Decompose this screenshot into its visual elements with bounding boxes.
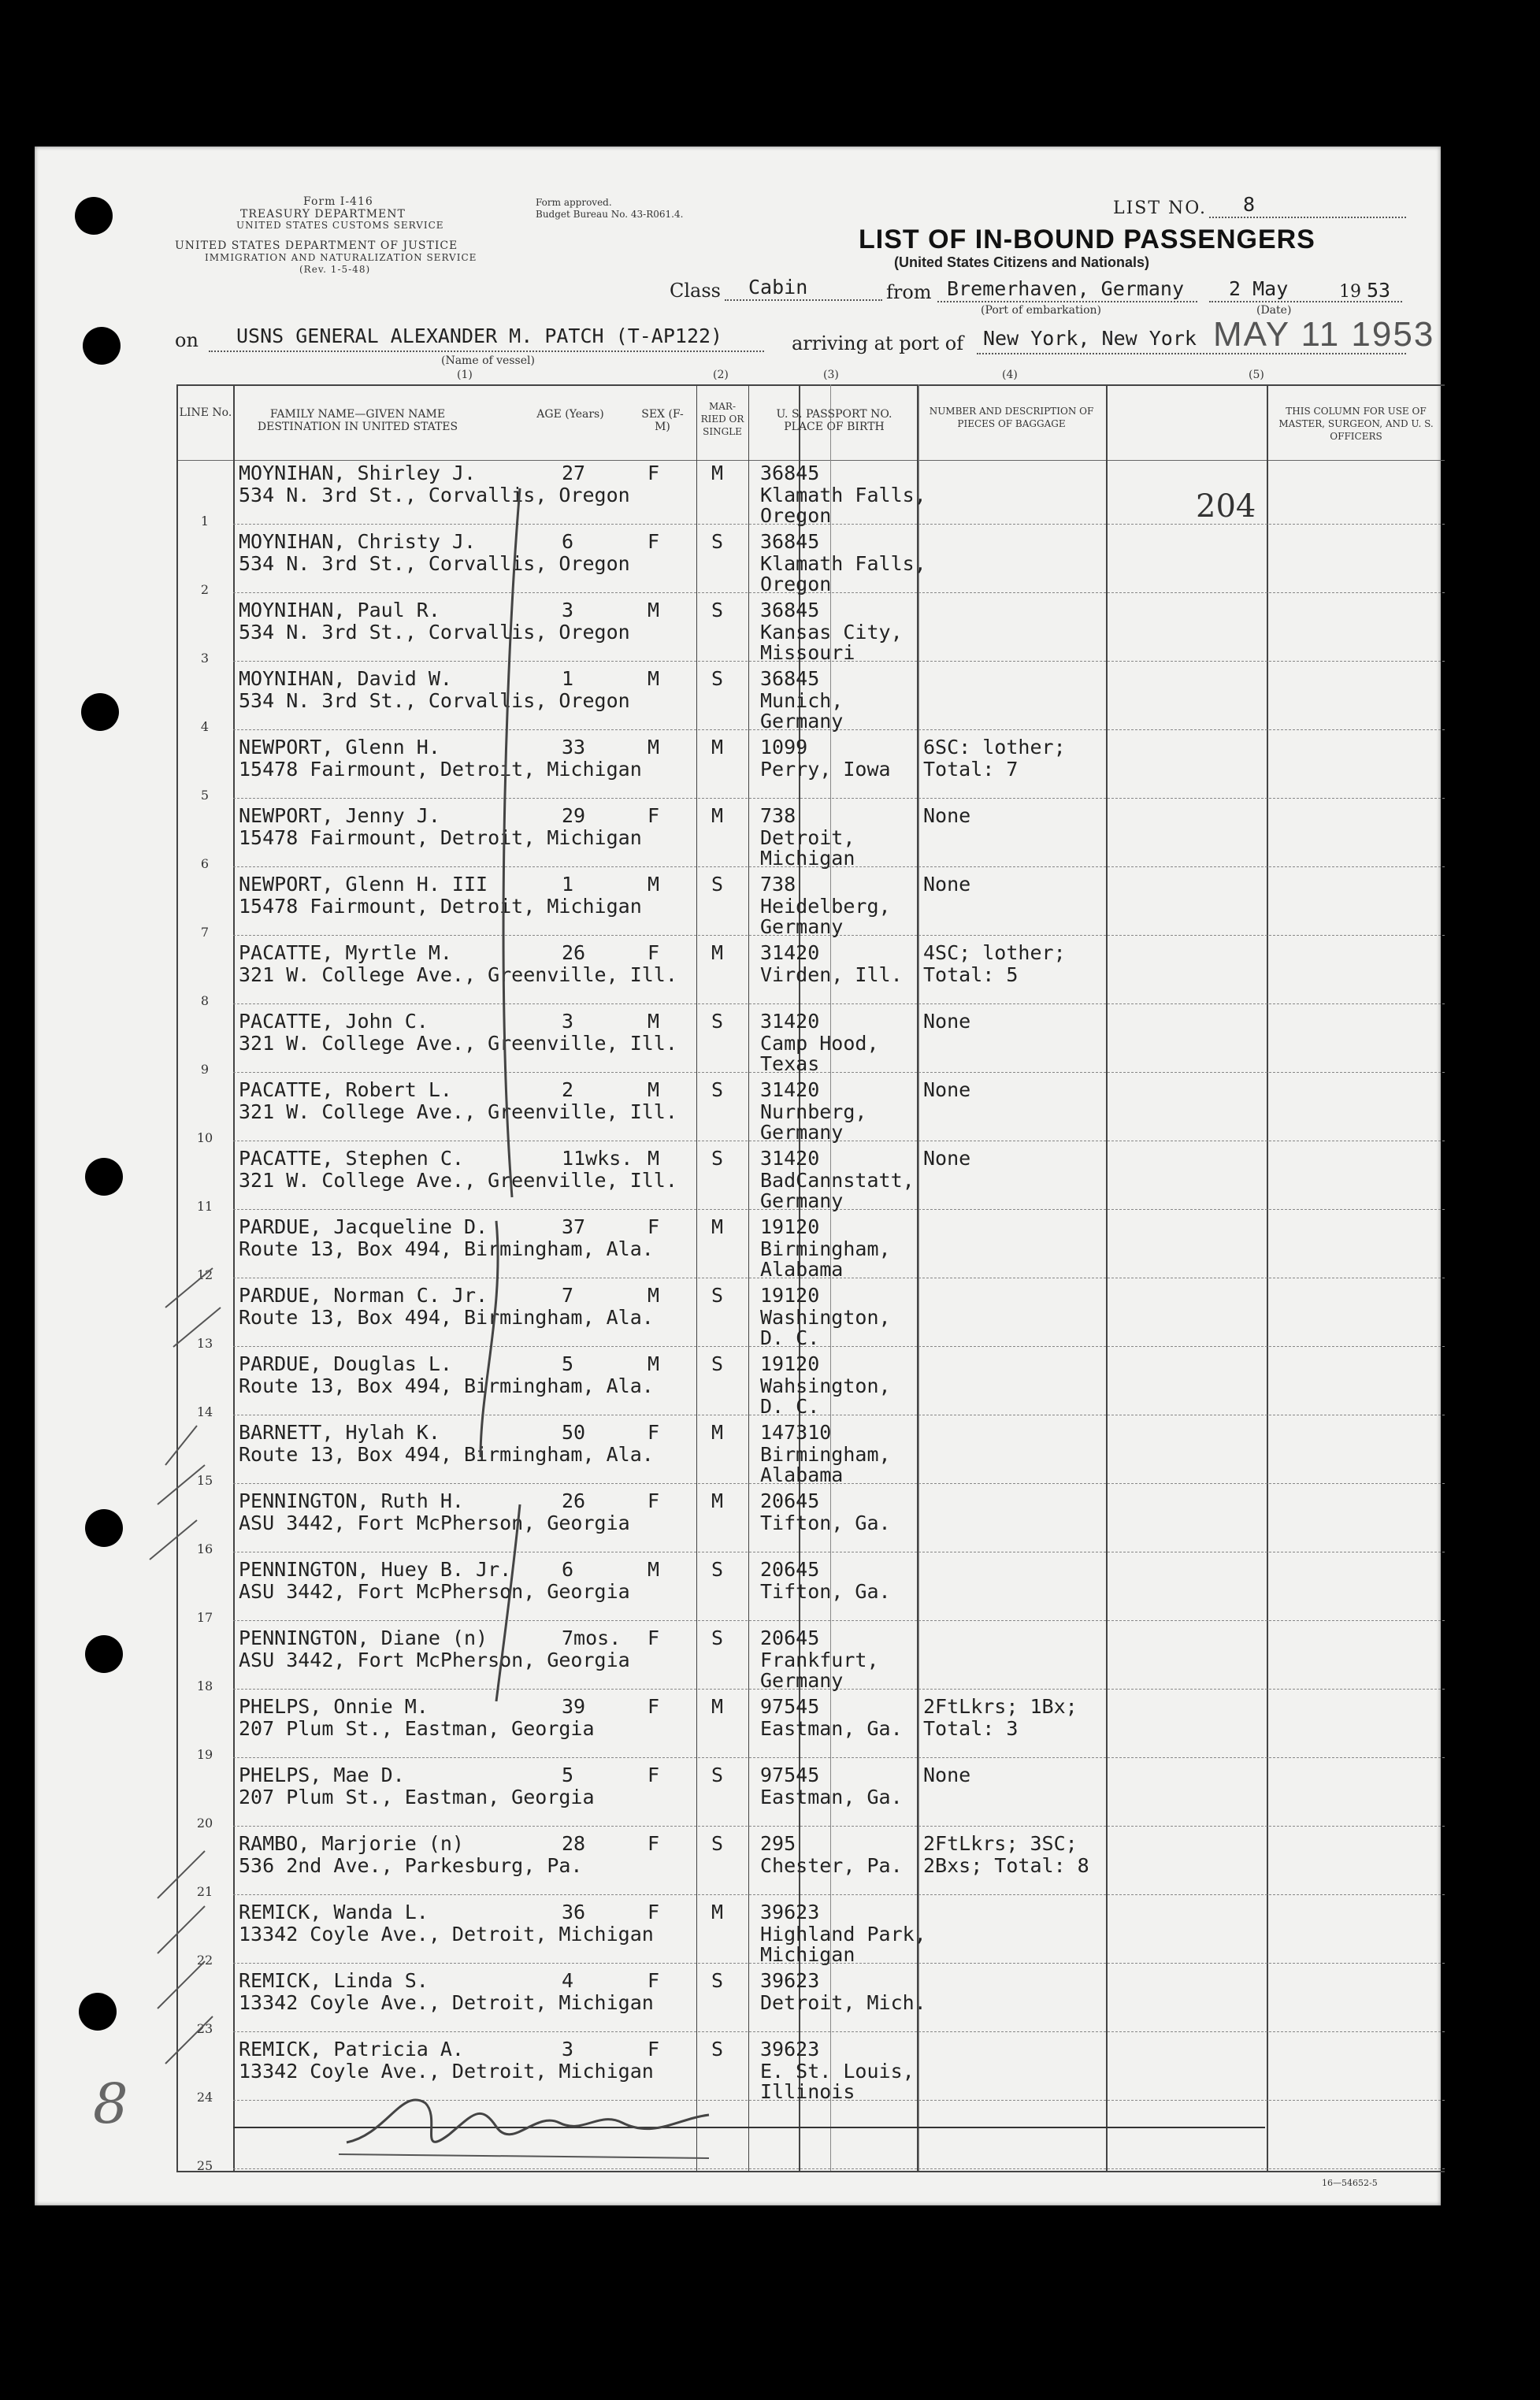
passenger-address: 534 N. 3rd St., Corvallis, Oregon: [239, 689, 630, 712]
date-value: 2 May: [1229, 277, 1289, 300]
passenger-marital-status: S: [711, 530, 724, 553]
passport-number: 31420: [760, 941, 820, 964]
passenger-name: MOYNIHAN, Shirley J.: [239, 462, 477, 484]
passenger-age: 27: [562, 462, 586, 484]
punch-hole: [79, 1993, 117, 2031]
place-of-birth: E. St. Louis,: [760, 2060, 915, 2083]
place-of-birth-line2: Germany: [760, 1669, 844, 1692]
baggage-description: 6SC: lother;: [923, 736, 1066, 759]
line-number: 20: [196, 1816, 213, 1831]
passenger-name: PENNINGTON, Ruth H.: [239, 1489, 464, 1512]
passenger-address: ASU 3442, Fort McPherson, Georgia: [239, 1580, 630, 1603]
header-baggage: NUMBER AND DESCRIPTION OF PIECES OF BAGGAGE: [929, 406, 1094, 429]
vessel-caption: (Name of vessel): [441, 354, 535, 367]
place-of-birth: Camp Hood,: [760, 1032, 879, 1055]
passenger-name: PACATTE, Stephen C.: [239, 1147, 464, 1170]
passenger-address: 321 W. College Ave., Greenville, Ill.: [239, 1032, 677, 1055]
passenger-name: REMICK, Wanda L.: [239, 1901, 429, 1923]
place-of-birth: Nurnberg,: [760, 1100, 867, 1123]
class-value: Cabin: [748, 276, 808, 299]
passport-number: 97545: [760, 1695, 820, 1718]
passport-number: 39623: [760, 1969, 820, 1992]
passenger-age: 4: [562, 1969, 574, 1992]
passenger-sex: F: [648, 1421, 660, 1444]
col-num-4: (4): [1002, 369, 1018, 381]
passenger-name: PARDUE, Douglas L.: [239, 1352, 452, 1375]
passenger-sex: M: [648, 599, 660, 621]
passenger-address: 321 W. College Ave., Greenville, Ill.: [239, 1100, 677, 1123]
place-of-birth: Eastman, Ga.: [760, 1717, 903, 1740]
line-number: 3: [200, 651, 210, 666]
place-of-birth-line2: D. C.: [760, 1326, 820, 1349]
list-no-value: 8: [1243, 193, 1256, 216]
footer-code: 16—54652-5: [1322, 2178, 1378, 2188]
line-number: 4: [200, 719, 210, 734]
passport-number: 39623: [760, 1901, 820, 1923]
place-of-birth: Munich,: [760, 689, 844, 712]
officer-annotation: 204: [1196, 488, 1256, 525]
passenger-address: 13342 Coyle Ave., Detroit, Michigan: [239, 2060, 654, 2083]
passenger-name: RAMBO, Marjorie (n): [239, 1832, 464, 1855]
passenger-marital-status: S: [711, 873, 724, 896]
passenger-name: MOYNIHAN, Paul R.: [239, 599, 440, 621]
passenger-address: 13342 Coyle Ave., Detroit, Michigan: [239, 1923, 654, 1946]
port-caption: (Port of embarkation): [981, 304, 1101, 317]
header-officers: THIS COLUMN FOR USE OF MASTER, SURGEON, AND U. S. OFFICERS: [1278, 406, 1434, 442]
passenger-age: 26: [562, 1489, 586, 1512]
passenger-address: Route 13, Box 494, Birmingham, Ala.: [239, 1443, 654, 1466]
passenger-age: 11wks.: [562, 1147, 633, 1170]
passenger-address: ASU 3442, Fort McPherson, Georgia: [239, 1649, 630, 1671]
passenger-name: PACATTE, Robert L.: [239, 1078, 452, 1101]
passenger-age: 3: [562, 1010, 574, 1033]
punch-hole: [85, 1509, 123, 1547]
line-number: 17: [196, 1610, 213, 1625]
check-marks: [134, 441, 733, 2174]
place-of-birth: Wahsington,: [760, 1374, 891, 1397]
line-number: 8: [200, 993, 210, 1008]
passenger-sex: M: [648, 873, 660, 896]
passenger-name: MOYNIHAN, David W.: [239, 667, 452, 690]
passenger-marital-status: S: [711, 1352, 724, 1375]
passport-number: 20645: [760, 1558, 820, 1581]
passenger-age: 33: [562, 736, 586, 759]
passenger-sex: M: [648, 1078, 660, 1101]
passenger-marital-status: M: [711, 804, 724, 827]
place-of-birth: Kansas City,: [760, 621, 903, 644]
passport-number: 36845: [760, 530, 820, 553]
passenger-sex: M: [648, 736, 660, 759]
passenger-marital-status: S: [711, 1010, 724, 1033]
baggage-description: None: [923, 804, 971, 827]
passport-number: 19120: [760, 1352, 820, 1375]
place-of-birth: Frankfurt,: [760, 1649, 879, 1671]
place-of-birth-line2: Michigan: [760, 847, 855, 870]
baggage-total: Total: 7: [923, 758, 1019, 781]
passenger-marital-status: S: [711, 1147, 724, 1170]
place-of-birth-line2: Oregon: [760, 504, 832, 527]
passenger-name: REMICK, Patricia A.: [239, 2038, 464, 2061]
passenger-marital-status: S: [711, 1284, 724, 1307]
passenger-marital-status: S: [711, 1558, 724, 1581]
place-of-birth: Detroit,: [760, 826, 855, 849]
passenger-marital-status: M: [711, 1489, 724, 1512]
place-of-birth-line2: Michigan: [760, 1943, 855, 1966]
line-number: 21: [196, 1884, 213, 1899]
place-of-birth-line2: Illinois: [760, 2080, 855, 2103]
passenger-age: 1: [562, 667, 574, 690]
passenger-sex: M: [648, 1558, 660, 1581]
form-approved: Form approved.: [536, 197, 612, 208]
place-of-birth: Detroit, Mich.: [760, 1991, 926, 2014]
passenger-address: Route 13, Box 494, Birmingham, Ala.: [239, 1374, 654, 1397]
passenger-sex: F: [648, 1215, 660, 1238]
passport-number: 31420: [760, 1147, 820, 1170]
passenger-name: MOYNIHAN, Christy J.: [239, 530, 477, 553]
baggage-description: None: [923, 873, 971, 896]
passenger-sex: F: [648, 462, 660, 484]
header-age: AGE (Years): [536, 408, 604, 421]
passenger-name: REMICK, Linda S.: [239, 1969, 429, 1992]
place-of-birth-line2: Alabama: [760, 1463, 844, 1486]
date-caption: (Date): [1256, 304, 1292, 317]
baggage-description: None: [923, 1764, 971, 1786]
passenger-marital-status: M: [711, 462, 724, 484]
passenger-sex: M: [648, 667, 660, 690]
place-of-birth: Eastman, Ga.: [760, 1786, 903, 1808]
punch-hole: [83, 327, 121, 365]
passenger-address: Route 13, Box 494, Birmingham, Ala.: [239, 1237, 654, 1260]
place-of-birth-line2: Missouri: [760, 641, 855, 664]
passenger-marital-status: S: [711, 1969, 724, 1992]
place-of-birth-line2: D. C.: [760, 1395, 820, 1418]
line-number: 15: [196, 1473, 213, 1488]
passport-number: 36845: [760, 462, 820, 484]
line-number: 7: [200, 925, 210, 940]
justice-dept: UNITED STATES DEPARTMENT OF JUSTICE: [175, 239, 458, 252]
page-title: LIST OF IN-BOUND PASSENGERS: [859, 224, 1315, 254]
passport-number: 39623: [760, 2038, 820, 2061]
passenger-sex: F: [648, 530, 660, 553]
passenger-marital-status: S: [711, 667, 724, 690]
passenger-address: 15478 Fairmount, Detroit, Michigan: [239, 826, 642, 849]
passport-number: 31420: [760, 1078, 820, 1101]
passenger-sex: M: [648, 1147, 660, 1170]
place-of-birth: Birmingham,: [760, 1237, 891, 1260]
passenger-address: 207 Plum St., Eastman, Georgia: [239, 1717, 595, 1740]
passenger-marital-status: M: [711, 941, 724, 964]
punch-hole: [85, 1635, 123, 1673]
place-of-birth: Tifton, Ga.: [760, 1580, 891, 1603]
passenger-name: PACATTE, Myrtle M.: [239, 941, 452, 964]
customs-service: UNITED STATES CUSTOMS SERVICE: [236, 220, 444, 231]
passenger-address: 15478 Fairmount, Detroit, Michigan: [239, 895, 642, 918]
place-of-birth: Klamath Falls,: [760, 552, 926, 575]
arrival-date-stamp: MAY 11 1953: [1213, 315, 1435, 354]
punch-hole: [81, 693, 119, 731]
passport-number: 20645: [760, 1627, 820, 1649]
place-of-birth: Tifton, Ga.: [760, 1512, 891, 1534]
from-label: from: [886, 281, 932, 303]
passenger-age: 7: [562, 1284, 574, 1307]
passenger-name: PARDUE, Jacqueline D.: [239, 1215, 488, 1238]
budget-bureau: Budget Bureau No. 43-R061.4.: [536, 209, 684, 220]
passenger-age: 6: [562, 530, 574, 553]
line-number: 19: [196, 1747, 213, 1762]
header-married: MAR-RIED OR SINGLE: [700, 401, 744, 437]
place-of-birth-line2: Texas: [760, 1052, 820, 1075]
passport-number: 147310: [760, 1421, 832, 1444]
baggage-description: None: [923, 1078, 971, 1101]
baggage-description: 2FtLkrs; 3SC;: [923, 1832, 1078, 1855]
baggage-total: Total: 5: [923, 963, 1019, 986]
passenger-address: 321 W. College Ave., Greenville, Ill.: [239, 963, 677, 986]
passenger-sex: M: [648, 1284, 660, 1307]
form-number: Form I-416: [303, 195, 373, 208]
baggage-description: 2FtLkrs; 1Bx;: [923, 1695, 1078, 1718]
header-sex: SEX (F-M): [641, 408, 684, 433]
passenger-age: 6: [562, 1558, 574, 1581]
passport-number: 295: [760, 1832, 796, 1855]
col-num-5: (5): [1249, 369, 1264, 381]
passenger-sex: F: [648, 1832, 660, 1855]
passenger-address: 13342 Coyle Ave., Detroit, Michigan: [239, 1991, 654, 2014]
place-of-birth-line2: Germany: [760, 915, 844, 938]
passport-number: 36845: [760, 667, 820, 690]
passenger-sex: F: [648, 1901, 660, 1923]
place-of-birth: Klamath Falls,: [760, 484, 926, 506]
baggage-description: 4SC; lother;: [923, 941, 1066, 964]
passenger-address: 207 Plum St., Eastman, Georgia: [239, 1786, 595, 1808]
passport-number: 20645: [760, 1489, 820, 1512]
passenger-address: 15478 Fairmount, Detroit, Michigan: [239, 758, 642, 781]
passenger-marital-status: M: [711, 1215, 724, 1238]
punch-hole: [75, 197, 113, 235]
passenger-age: 5: [562, 1352, 574, 1375]
passport-number: 97545: [760, 1764, 820, 1786]
passenger-sex: F: [648, 2038, 660, 2061]
line-number: 10: [196, 1130, 213, 1145]
passenger-marital-status: S: [711, 1627, 724, 1649]
passenger-age: 1: [562, 873, 574, 896]
list-no-label: LIST NO.: [1113, 198, 1208, 218]
place-of-birth-line2: Germany: [760, 1189, 844, 1212]
passenger-age: 50: [562, 1421, 586, 1444]
place-of-birth-line2: Oregon: [760, 573, 832, 595]
passport-number: 738: [760, 804, 796, 827]
line-number: 13: [196, 1336, 213, 1351]
passenger-address: 534 N. 3rd St., Corvallis, Oregon: [239, 552, 630, 575]
passenger-age: 2: [562, 1078, 574, 1101]
passenger-age: 39: [562, 1695, 586, 1718]
passenger-name: BARNETT, Hylah K.: [239, 1421, 440, 1444]
passenger-age: 7mos.: [562, 1627, 622, 1649]
line-number: 11: [196, 1199, 213, 1214]
line-number: 1: [200, 514, 210, 529]
passenger-sex: F: [648, 1764, 660, 1786]
margin-mark: 8: [93, 2072, 128, 2136]
year-prefix: 19: [1339, 282, 1361, 302]
line-number: 2: [200, 582, 210, 597]
baggage-total: Total: 3: [923, 1717, 1019, 1740]
passenger-age: 26: [562, 941, 586, 964]
passenger-sex: F: [648, 1489, 660, 1512]
passenger-name: PHELPS, Mae D.: [239, 1764, 405, 1786]
year-value: 53: [1367, 279, 1391, 302]
passenger-age: 5: [562, 1764, 574, 1786]
passenger-age: 37: [562, 1215, 586, 1238]
passenger-name: PARDUE, Norman C. Jr.: [239, 1284, 488, 1307]
line-number: 12: [196, 1267, 213, 1282]
passenger-name: NEWPORT, Glenn H.: [239, 736, 440, 759]
place-of-birth: BadCannstatt,: [760, 1169, 915, 1192]
passenger-sex: F: [648, 804, 660, 827]
passenger-address: 534 N. 3rd St., Corvallis, Oregon: [239, 621, 630, 644]
passenger-name: NEWPORT, Jenny J.: [239, 804, 440, 827]
place-of-birth: Birmingham,: [760, 1443, 891, 1466]
passenger-marital-status: M: [711, 1421, 724, 1444]
on-label: on: [175, 329, 199, 351]
page-subtitle: (United States Citizens and Nationals): [894, 254, 1150, 270]
place-of-birth-line2: Alabama: [760, 1258, 844, 1281]
passenger-address: 321 W. College Ave., Greenville, Ill.: [239, 1169, 677, 1192]
baggage-description: None: [923, 1010, 971, 1033]
col-num-2: (2): [713, 369, 729, 381]
line-number: 23: [196, 2021, 213, 2036]
passenger-sex: M: [648, 1352, 660, 1375]
from-value: Bremerhaven, Germany: [947, 277, 1185, 300]
line-number: 6: [200, 856, 210, 871]
header-line-no: LINE No.: [179, 406, 232, 419]
ins-service: IMMIGRATION AND NATURALIZATION SERVICE: [205, 252, 477, 263]
passenger-name: PENNINGTON, Huey B. Jr.: [239, 1558, 512, 1581]
place-of-birth: Washington,: [760, 1306, 891, 1329]
revision: (Rev. 1-5-48): [299, 264, 371, 275]
passport-number: 31420: [760, 1010, 820, 1033]
passenger-sex: F: [648, 941, 660, 964]
line-number: 18: [196, 1679, 213, 1693]
passenger-marital-status: S: [711, 2038, 724, 2061]
place-of-birth: Chester, Pa.: [760, 1854, 903, 1877]
passport-number: 36845: [760, 599, 820, 621]
passenger-name: PACATTE, John C.: [239, 1010, 429, 1033]
passenger-age: 36: [562, 1901, 586, 1923]
passenger-marital-status: S: [711, 1832, 724, 1855]
col-num-3: (3): [823, 369, 839, 381]
line-number: 9: [200, 1062, 210, 1077]
passenger-name: NEWPORT, Glenn H. III: [239, 873, 488, 896]
header-passport: U. S. PASSPORT NO. PLACE OF BIRTH: [776, 408, 892, 433]
vessel-name: USNS GENERAL ALEXANDER M. PATCH (T-AP122): [236, 325, 723, 347]
place-of-birth: Heidelberg,: [760, 895, 891, 918]
punch-hole: [85, 1158, 123, 1196]
place-of-birth-line2: Germany: [760, 710, 844, 733]
passenger-sex: M: [648, 1010, 660, 1033]
passenger-name: PHELPS, Onnie M.: [239, 1695, 429, 1718]
baggage-description: None: [923, 1147, 971, 1170]
passenger-age: 29: [562, 804, 586, 827]
line-number: 14: [196, 1404, 213, 1419]
passenger-marital-status: S: [711, 1764, 724, 1786]
line-number: 16: [196, 1541, 213, 1556]
passenger-address: 534 N. 3rd St., Corvallis, Oregon: [239, 484, 630, 506]
treasury-dept: TREASURY DEPARTMENT: [240, 208, 406, 221]
line-number: 5: [200, 788, 210, 803]
passenger-age: 3: [562, 2038, 574, 2061]
passenger-marital-status: S: [711, 1078, 724, 1101]
place-of-birth: Virden, Ill.: [760, 963, 903, 986]
arrival-port: New York, New York: [983, 327, 1197, 350]
passenger-age: 3: [562, 599, 574, 621]
passenger-marital-status: M: [711, 1901, 724, 1923]
header-name: FAMILY NAME—GIVEN NAME DESTINATION IN UNITED STATES: [257, 408, 458, 433]
place-of-birth-line2: Germany: [760, 1121, 844, 1144]
passport-number: 1099: [760, 736, 808, 759]
arriving-label: arriving at port of: [792, 332, 964, 354]
passenger-sex: F: [648, 1695, 660, 1718]
place-of-birth: Perry, Iowa: [760, 758, 891, 781]
passenger-address: 536 2nd Ave., Parkesburg, Pa.: [239, 1854, 583, 1877]
passenger-sex: F: [648, 1627, 660, 1649]
passport-number: 738: [760, 873, 796, 896]
passport-number: 19120: [760, 1215, 820, 1238]
passenger-sex: F: [648, 1969, 660, 1992]
passport-number: 19120: [760, 1284, 820, 1307]
passenger-marital-status: M: [711, 1695, 724, 1718]
passenger-name: PENNINGTON, Diane (n): [239, 1627, 488, 1649]
col-num-1: (1): [457, 369, 473, 381]
passenger-marital-status: S: [711, 599, 724, 621]
line-number: 24: [196, 2090, 213, 2105]
class-label: Class: [670, 280, 721, 302]
line-number: 25: [196, 2158, 213, 2173]
passenger-age: 28: [562, 1832, 586, 1855]
baggage-total: 2Bxs; Total: 8: [923, 1854, 1089, 1877]
line-number: 22: [196, 1953, 213, 1968]
passenger-address: ASU 3442, Fort McPherson, Georgia: [239, 1512, 630, 1534]
passenger-address: Route 13, Box 494, Birmingham, Ala.: [239, 1306, 654, 1329]
passenger-marital-status: M: [711, 736, 724, 759]
place-of-birth: Highland Park,: [760, 1923, 926, 1946]
